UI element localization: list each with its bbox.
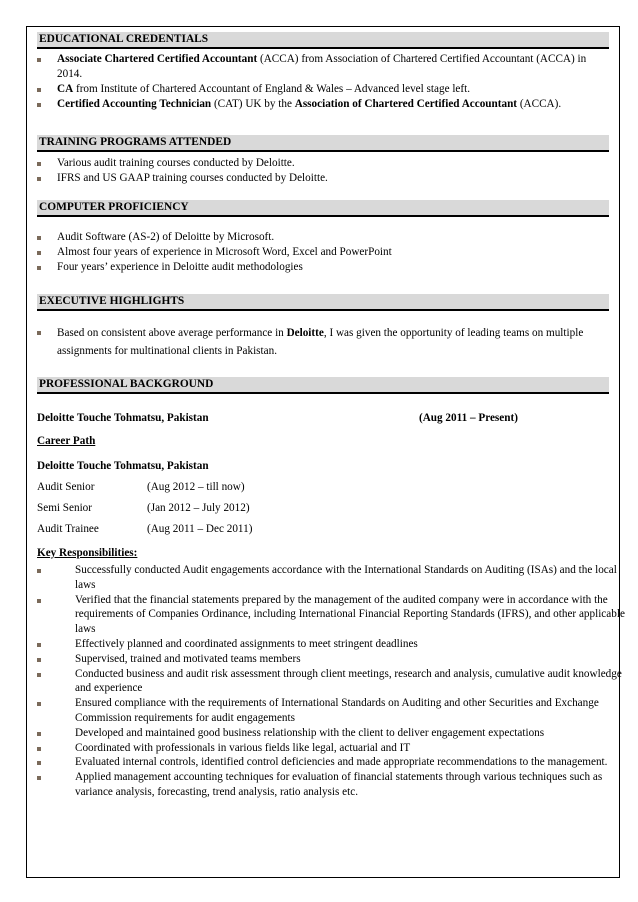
position-row [37,522,609,537]
list-item [37,260,609,275]
list-item [37,741,627,756]
list-item [37,696,627,726]
square-bullet-icon [37,331,41,335]
square-bullet-icon [37,643,41,647]
highlight-text-end: , I was given the opportunity of leading teams on multiple assignments for multinational clients in Pakistan. [57,327,584,357]
square-bullet-icon [37,266,41,270]
employer-name: Deloitte Touche Tohmatsu, Pakistan [37,412,209,424]
employer-dates: (Aug 2011 – Present) [419,412,518,424]
skill-item: Almost four years of experience in Microsoft Word, Excel and PowerPoint [57,246,392,258]
responsibility-text: Supervised, trained and motivated teams members [75,652,301,665]
section-heading-training: TRAINING PROGRAMS ATTENDED [37,135,609,152]
qualification-detail: (CAT) UK by the [211,98,295,110]
list-item [37,82,609,97]
career-path-label: Career Path [37,435,96,447]
training-list [37,156,609,186]
square-bullet-icon [37,103,41,107]
square-bullet-icon [37,702,41,706]
section-heading-education: EDUCATIONAL CREDENTIALS [37,32,609,49]
square-bullet-icon [37,177,41,181]
list-item [37,726,627,741]
square-bullet-icon [37,251,41,255]
qualification-detail: (ACCA) from Association of Chartered Certified Accountant (ACCA) in 2014. [57,53,587,80]
square-bullet-icon [37,761,41,765]
highlight-company: Deloitte [286,327,324,339]
responsibilities-list [37,563,627,800]
employer-row [37,411,609,426]
position-row [37,480,609,495]
position-title: Audit Senior [37,481,95,493]
responsibility-text: Successfully conducted Audit engagements accordance with the International Standards on Auditing (ISAs) and the local laws [75,564,617,591]
qualification-name: Associate Chartered Certified Accountant [57,53,258,65]
section-heading-professional: PROFESSIONAL BACKGROUND [37,377,609,394]
list-item [37,245,609,260]
list-item [37,667,627,697]
position-dates: (Jan 2012 – July 2012) [147,502,250,514]
list-item [37,637,627,652]
section-heading-executive: EXECUTIVE HIGHLIGHTS [37,294,609,311]
square-bullet-icon [37,88,41,92]
list-item [37,171,609,186]
square-bullet-icon [37,236,41,240]
section-heading-computer: COMPUTER PROFICIENCY [37,200,609,217]
key-responsibilities-label: Key Responsibilities: [37,547,138,559]
square-bullet-icon [37,776,41,780]
skill-item: Audit Software (AS-2) of Deloitte by Microsoft. [57,231,275,243]
square-bullet-icon [37,673,41,677]
square-bullet-icon [37,732,41,736]
qualification-detail: (ACCA). [517,98,562,110]
square-bullet-icon [37,658,41,662]
career-employer-row [37,459,609,474]
square-bullet-icon [37,747,41,751]
skill-item: Four years’ experience in Deloitte audit methodologies [57,261,303,273]
position-dates: (Aug 2011 – Dec 2011) [147,523,253,535]
training-item: IFRS and US GAAP training courses conducted by Deloitte. [57,172,328,184]
list-item [37,156,609,171]
career-employer-name: Deloitte Touche Tohmatsu, Pakistan [37,460,209,472]
position-title: Semi Senior [37,502,93,514]
qualification-name: Certified Accounting Technician [57,98,212,110]
list-item [37,52,609,82]
position-title: Audit Trainee [37,523,99,535]
responsibility-text: Conducted business and audit risk assessment through client meetings, research and analysis, cumulative audit knowledge and experience [75,667,622,695]
training-item: Various audit training courses conducted by Deloitte. [57,157,295,169]
awarding-body: Association of Chartered Certified Accountant [294,98,518,110]
position-row [37,501,609,516]
responsibility-text: Effectively planned and coordinated assignments to meet stringent deadlines [75,637,418,650]
career-path-row [37,434,609,449]
position-dates: (Aug 2012 – till now) [147,481,245,493]
key-responsibilities-row [37,546,609,561]
list-item [37,755,627,770]
list-item [37,230,609,245]
square-bullet-icon [37,569,41,573]
responsibility-text: Coordinated with professionals in various fields like legal, actuarial and IT [75,741,411,754]
list-item [37,563,627,593]
executive-list [37,324,609,360]
education-list [37,52,609,112]
resume-content [37,32,625,800]
list-item [37,652,627,667]
responsibility-text: Developed and maintained good business relationship with the client to deliver engagement expectations [75,726,545,739]
responsibility-text: Applied management accounting techniques for evaluation of financial statements through various techniques such as variance analysis, forecasting, trend analysis, ratio analysis etc. [75,771,603,798]
qualification-detail: from Institute of Chartered Accountant of England & Wales – Advanced level stage left. [73,83,471,95]
responsibility-text: Evaluated internal controls, identified control deficiencies and made appropriate recommendations to the management. [75,756,608,769]
square-bullet-icon [37,599,41,603]
list-item [37,97,609,112]
highlight-text-start: Based on consistent above average performance in [57,327,287,339]
computer-list [37,230,609,275]
list-item [37,324,609,360]
responsibility-text: Ensured compliance with the requirements of International Standards on Auditing and other Securities and Exchange Commission requirements for audit engagements [75,697,599,724]
square-bullet-icon [37,162,41,166]
qualification-name: CA [57,83,74,95]
responsibility-text: Verified that the financial statements prepared by the management of the audited company were in accordance with the requirements of Companies Ordinance, including International Financial Reporting Standards (IFRS), and other applicable laws [75,593,625,636]
list-item [37,593,627,637]
square-bullet-icon [37,58,41,62]
list-item [37,770,627,800]
